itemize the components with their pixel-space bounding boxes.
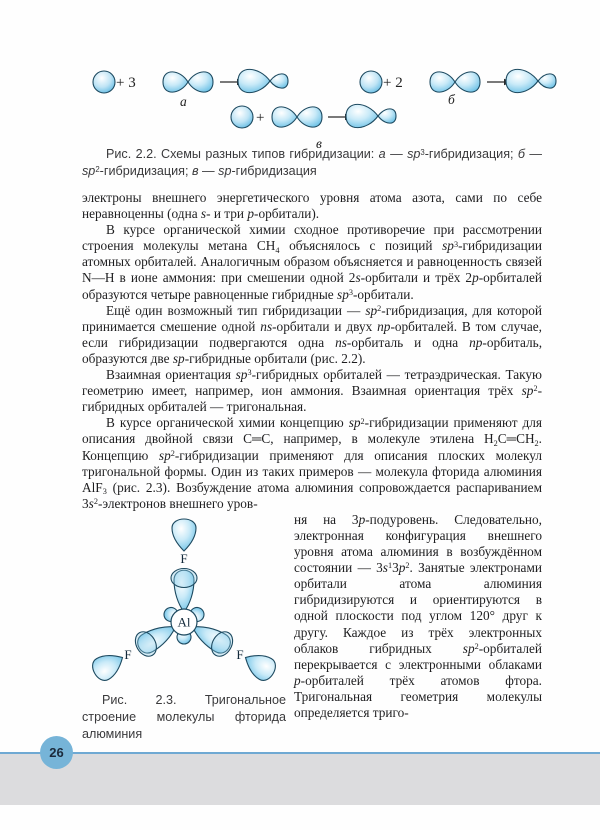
paragraph: В курсе органической химии концепцию $sp^2$-гибридизации применяют для описания двойной связи C═C, например, в молекуле этилена $H_2C═CH_2$. Концепцию $sp^2$-гибридизации применяют для описания плоских молекул тригональной формы. Один из таких примеров — молекула фторида алюминия AlF$_3$ (рис. 2.3). Возбуждение атома алюминия сопровождается распариванием $3s^2$-электронов внешнего уров- [82,415,542,511]
figure-text-wrap-row [82,512,542,743]
row-label-a: а [180,94,187,109]
s-orbital-icon [93,71,115,93]
paragraph: электроны внешнего энергетического уровня атома азота, сами по себе неравноценны (одна s- и три p-орбитали). [82,190,542,222]
footer-band [0,752,600,805]
fluorine-label-top: F [180,550,188,566]
plus-count-a: + 3 [116,75,136,91]
figure-2-2-caption: Рис. 2.2. Схемы разных типов гибридизации: а — $sp^3$-гибридизация; б — $sp^2$-гибридизация; в — sp-гибридизация [82,147,543,178]
page-number-badge: 26 [40,736,73,769]
s-orbital-icon [231,106,253,128]
row-label-v: в [316,136,322,151]
row-label-b: б [448,92,455,107]
figure-2-3-block [82,512,290,743]
paragraph: Взаимная ориентация $sp^3$-гибридных орбиталей — тетраэдрическая. Такую геометрию имеет, например, ион аммония. Взаимная ориентация трёх $sp^2$-гибридных орбиталей — тригональная. [82,367,542,415]
plus-count-v: + [256,110,265,126]
figure-2-3-alf3-molecule [82,512,290,688]
fluorine-label-left: F [124,646,132,662]
figure-2-3-caption: Рис. 2.3. Тригональное строение молекулы фторида алюминия [82,692,286,741]
paragraph: В курсе органической химии сходное противоречие при рассмотрении строения молекулы метана $CH_4$ объяснялось с позиций $sp^3$-гибридизации атомных орбиталей. Аналогичным образом объясняется и равноценность связей N—H в ионе аммония: при смешении одной 2s-орбитали и трёх 2p-орбиталей образуются четыре равноценные гибридные $sp^3$-орбитали. [82,222,542,302]
aluminum-label: Al [177,614,191,630]
fluorine-label-right: F [236,646,244,662]
body-text [82,190,542,743]
wrapped-column-text: ня на 3p-подуровень. Следовательно, электронная конфигурация внешнего уровня атома алюминия в возбуждённом состоянии — $3s^13p^2$. Занятые электронами орбитали атома алюминия гибридизируются и ориентируются в одной плоскости под углом 120° друг к другу. Каждое из трёх электронных облаков гибридных $sp^2$-орбиталей перекрывается с электронными облаками p-орбиталей трёх атомов фтора. Тригональная геометрия молекулы определяется триго- [294,511,543,720]
plus-count-b: + 2 [383,75,403,91]
figure-2-2-hybridization-diagram [60,56,600,156]
paragraph: Ещё один возможный тип гибридизации — $sp^2$-гибридизация, для которой принимается смешение одной ns-орбитали и двух np-орбиталей. В том случае, если гибридизации подвергаются одна ns-орбиталь и одна np-орбиталь, образуются две sp-гибридные орбитали (рис. 2.2). [82,302,543,366]
s-orbital-icon [360,71,382,93]
